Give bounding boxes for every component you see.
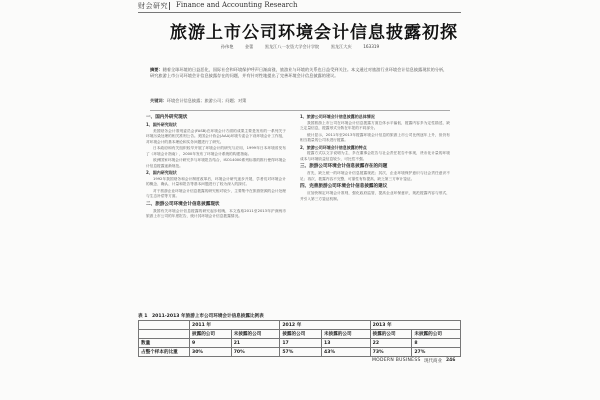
authors-line: 孙伟艳 金蕾 黑龙江八一农垦大学会计学院 黑龙江大庆 163319	[220, 44, 380, 49]
row-label: 占整个样本的比重	[139, 348, 190, 357]
section-heading: 二、旅游公司环境会计信息披露现状	[146, 201, 220, 207]
section-heading: 四、完善旅游公司环境会计信息披露的建议	[300, 184, 388, 189]
section-heading: 一、国内外研究现状	[146, 115, 188, 120]
header-rule	[138, 12, 461, 13]
abstract	[150, 67, 450, 79]
table-cell: 70%	[231, 348, 280, 357]
table-cell: 57%	[280, 348, 322, 357]
body-paragraph: 我国有关环境会计信息披露的研究起步较晚，本文选取2011至2013年沪深两市旅游上市公司的年度报告，统计其环境会计信息披露情况。	[146, 208, 286, 218]
column-header: 未披露的公司	[231, 330, 280, 339]
table-corner-cell	[139, 321, 190, 330]
body-column-left	[146, 113, 286, 221]
body-column-right	[300, 113, 450, 203]
year-header: 2011 年	[190, 321, 280, 330]
journal-name-en: Finance and Accounting Research	[176, 1, 298, 9]
column-header: 披露的公司	[280, 330, 322, 339]
abstract-label: 摘要：	[150, 67, 163, 72]
table-cell: 30%	[190, 348, 232, 357]
column-header: 未披露的公司	[322, 330, 371, 339]
table-cell: 21	[231, 339, 280, 348]
body-paragraph: 对于旅游企业环境会计信息披露的研究相对较少，主要集中在旅游资源的会计处理与生态补偿等方面。	[146, 188, 286, 198]
keywords	[150, 98, 450, 104]
section-heading: 三、旅游公司环境会计信息披露存在的问题	[300, 164, 388, 169]
disclosure-table	[138, 320, 461, 357]
body-paragraph: 美国财务会计准则委员会(FASB)在环境会计方面的成果主要是发布的一系列关于环境污染处理的相关准则公告。美国会计协会(AAA)环境专委会下设环境会计工作组，对环境会计的基本理论和实务问题进行了研究。	[146, 128, 286, 144]
table-caption: 表 1 2011-2013 年旅游上市公司环境会计信息披露比例表	[138, 314, 264, 319]
column-header: 披露的公司	[190, 330, 232, 339]
page-number: 246	[446, 358, 456, 363]
body-paragraph: 1992年我国财务和会计制度改革后，环境会计研究逐步开展，学者们对环境会计的概念、确认、计量和报告等基本问题进行了较为深入的探讨。	[146, 176, 286, 186]
footer-journal-cn: 现代商业	[424, 359, 442, 364]
subsection-heading: 2、旅游公司环境会计信息披露的特点	[300, 144, 367, 150]
table-cell: 17	[280, 339, 322, 348]
column-header: 未披露的公司	[412, 330, 461, 339]
subsection-heading: 1、旅游公司环境会计信息披露的总体情况	[300, 114, 375, 119]
body-paragraph: 日本政府和有关组织较早开展了环境会计的研究与应用，1999年日本环境省发布了《环境会计指南》，2000年发布了环境会计系统的构建指南。	[146, 146, 286, 156]
abstract-text: 随着全球环境的日益恶化，国际社会和环境保护呼声日渐高涨，旅游业与环境的关系也日益受到关注。本文通过对旅游行业环境会计信息披露现状的分析，研究旅游上市公司环境会计信息披露存在的问题，并有针对性地提出了完善环境会计信息披露的建议。	[150, 67, 448, 79]
column-header: 披露的公司	[370, 330, 412, 339]
keywords-text: 环境会计信息披露；旅游公司；问题；对策	[166, 98, 247, 103]
table-cell: 73%	[370, 348, 412, 357]
table-row	[139, 339, 461, 348]
table-cell: 13	[322, 339, 371, 348]
subsection-heading: 2、国内研究现状	[146, 170, 177, 175]
article-title: 旅游上市公司环境会计信息披露初探	[170, 23, 458, 43]
table-cell: 8	[412, 339, 461, 348]
table-cell: 27%	[412, 348, 461, 357]
subsection-heading: 1、国外研究现状	[146, 122, 177, 127]
table-corner-cell	[139, 330, 190, 339]
body-paragraph: 欧洲国家环境会计研究多与环境报告结合，ISO14000系列标准的推行使得环境会计信息披露逐渐规范。	[146, 158, 286, 168]
table-header-row	[139, 330, 461, 339]
row-label: 数量	[139, 339, 190, 348]
body-paragraph: 首先，缺乏统一的环境会计信息披露规范；其次，企业环境保护意识与社会责任意识不足；再次，披露内容不完整，可靠性有待提高，缺乏第三方审计鉴证。	[300, 171, 450, 181]
table-cell: 9	[190, 339, 232, 348]
section-label: 财会研究	[138, 2, 168, 10]
page-header	[0, 0, 600, 13]
footer-journal-en: MODERN BUSINESS	[372, 358, 421, 363]
table-cell: 43%	[322, 348, 371, 357]
table-year-row	[139, 321, 461, 330]
table-cell: 22	[370, 339, 412, 348]
body-paragraph: 统计显示，2011年至2013年披露环境会计信息的旅游上市公司比例逐年上升，但仍有相当数量的公司未进行披露。	[300, 132, 450, 142]
keywords-label: 关键词：	[150, 98, 167, 103]
year-header: 2012 年	[280, 321, 370, 330]
header-separator	[169, 2, 170, 10]
footer-rule	[138, 356, 461, 357]
body-paragraph: 披露方式以文字说明为主，多在董事会报告与社会责任报告中体现，货币化计量的环境成本与环境收益信息较少，可比性不强。	[300, 151, 450, 161]
body-paragraph: 我国旅游上市公司在环境会计信息披露方面总体水平偏低，披露内容多为定性描述，缺乏定量信息，披露形式分散在年报的不同部分。	[300, 120, 450, 130]
abstract-divider	[150, 110, 450, 111]
year-header: 2013 年	[370, 321, 460, 330]
body-paragraph: 应加快制定环境会计准则，强化政府监管，提高企业环保意识，规范披露内容与形式，并引入第三方鉴证机制。	[300, 191, 450, 201]
